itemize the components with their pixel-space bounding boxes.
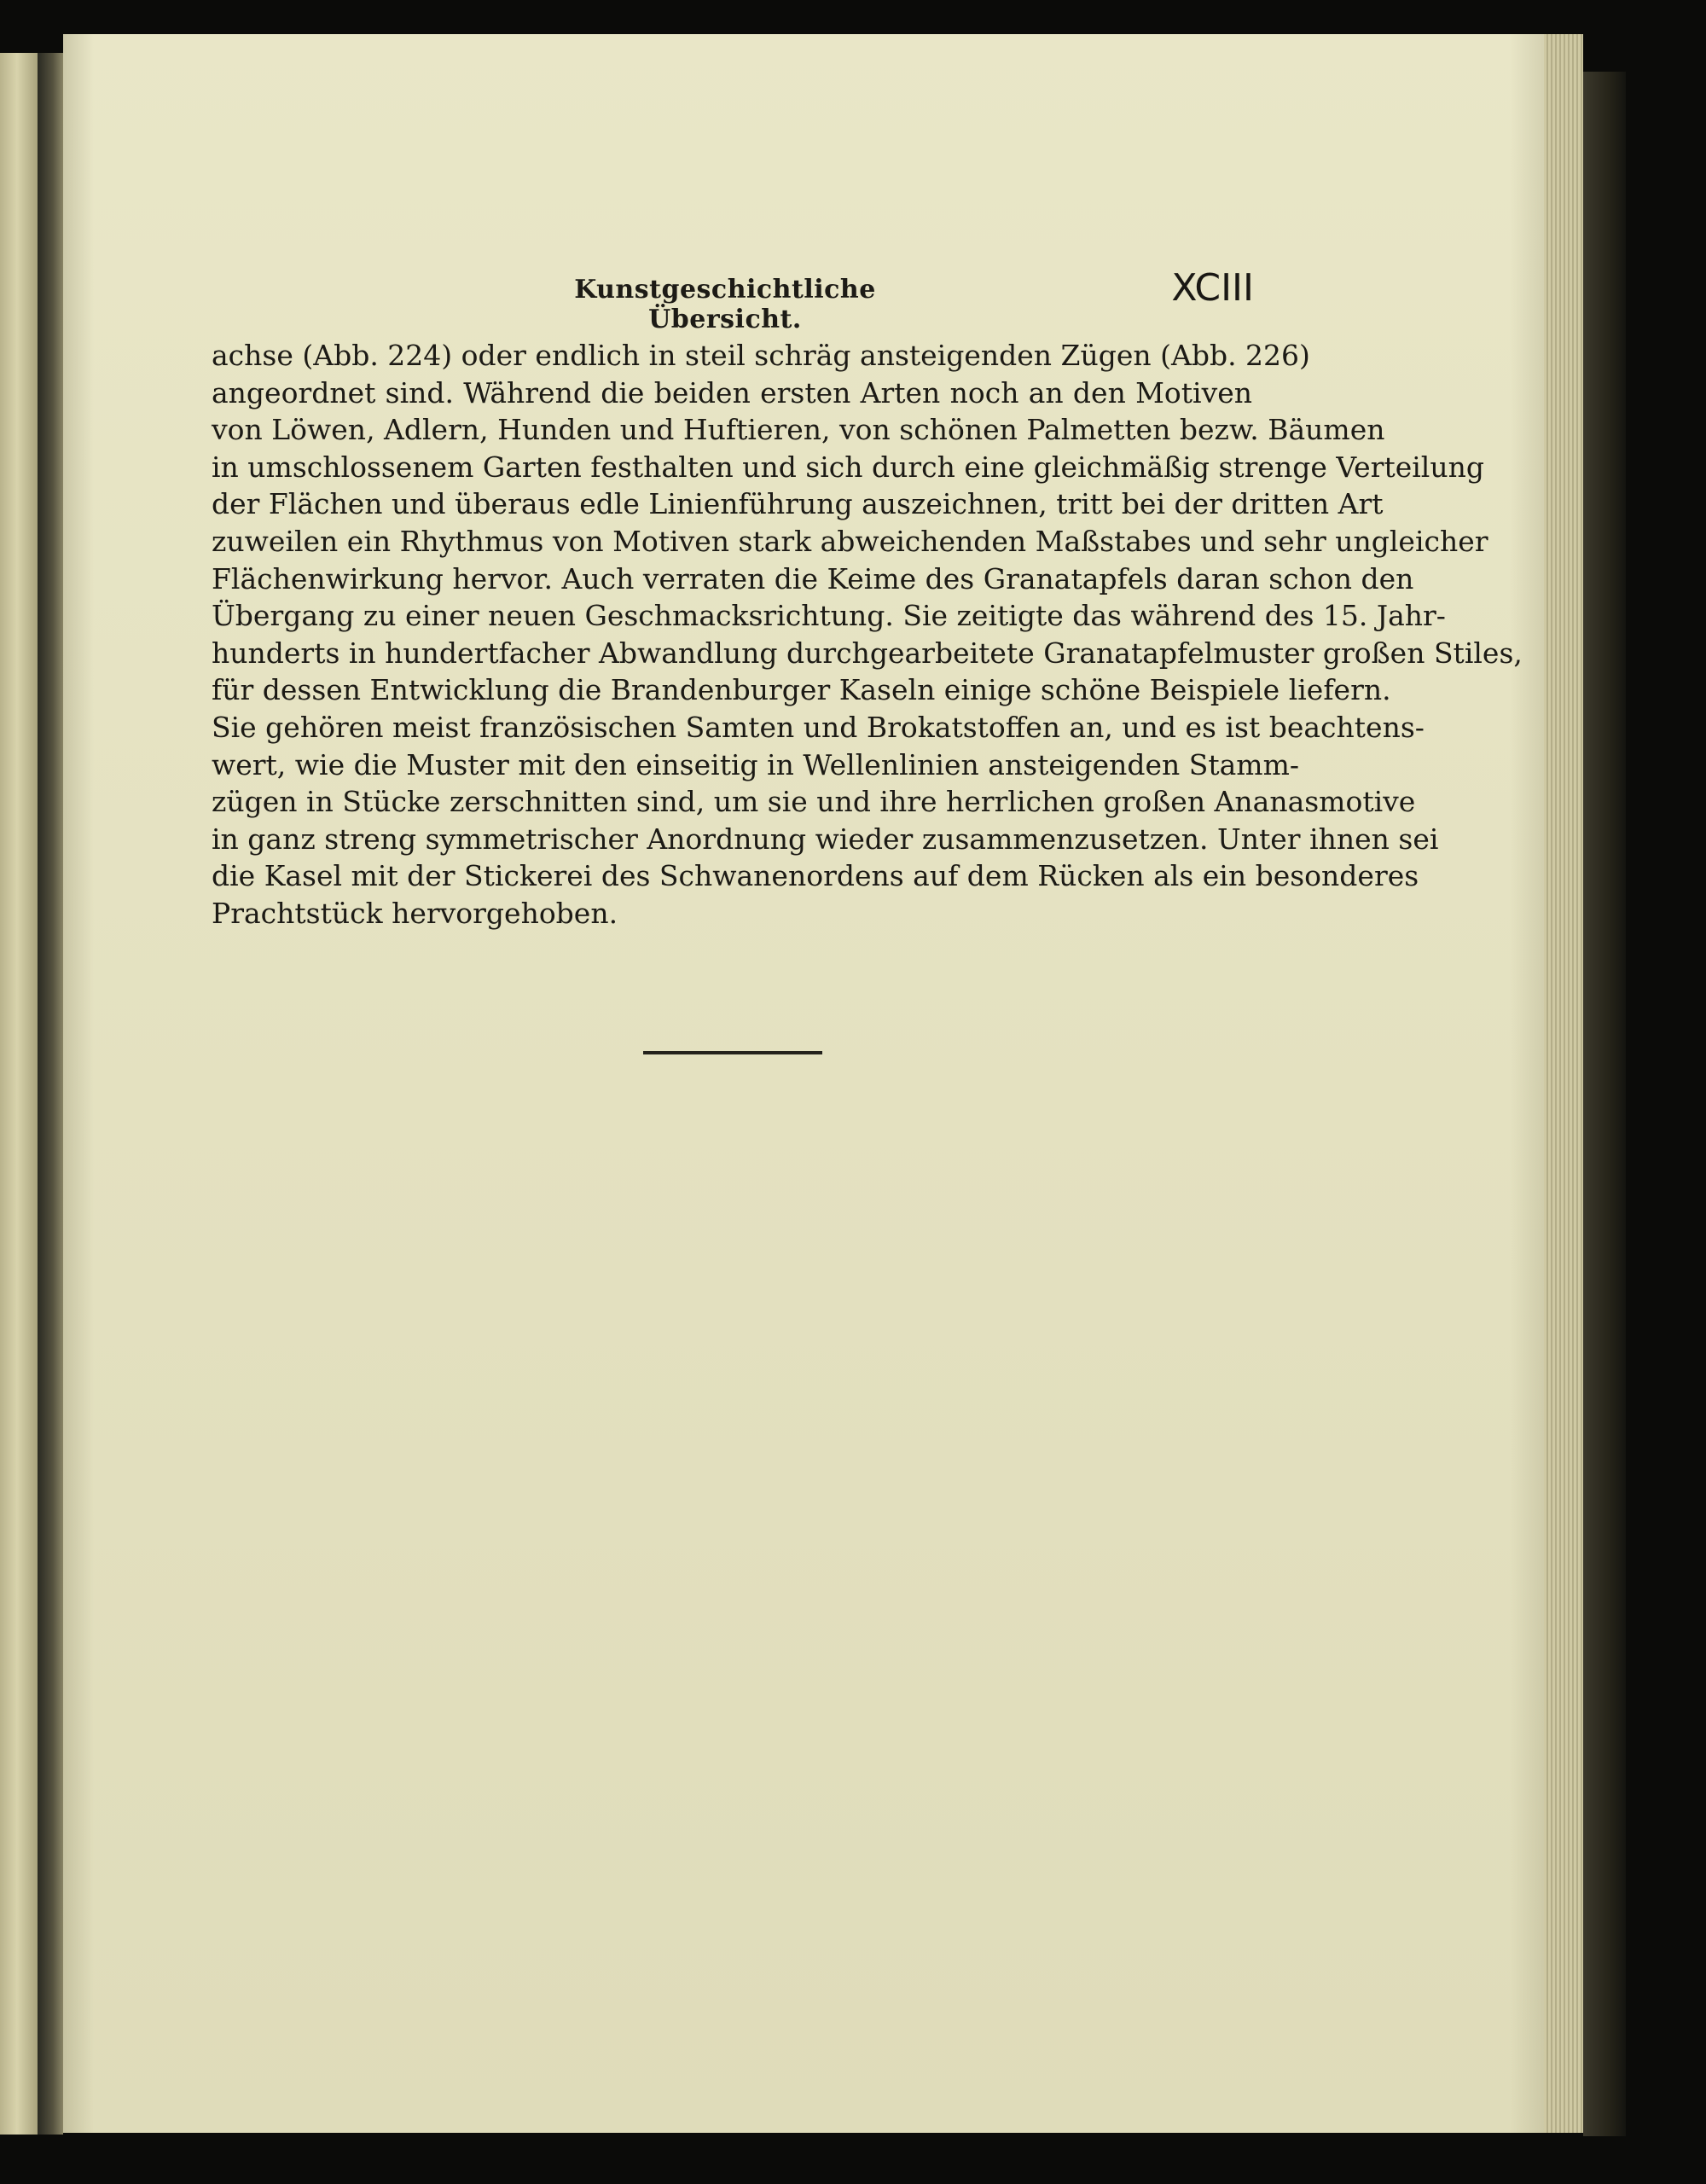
text-line: angeordnet sind. Während die beiden ersten Arten noch an den Motiven bbox=[212, 375, 1252, 410]
text-line: hunderts in hundertfacher Abwandlung durchgearbeitete Granatapfelmuster großen Stiles, bbox=[212, 636, 1523, 670]
page-stack-edges bbox=[1544, 34, 1583, 2133]
text-line: Sie gehören meist französischen Samten und Brokatstoffen an, und es ist beachtens- bbox=[212, 710, 1425, 744]
book-gutter bbox=[38, 53, 63, 2135]
running-head bbox=[0, 266, 1706, 334]
text-line: zügen in Stücke zerschnitten sind, um sie und ihre herrlichen großen Ananasmotive bbox=[212, 785, 1416, 819]
left-page-edge bbox=[0, 53, 38, 2135]
text-line: wert, wie die Muster mit den einseitig in Wellenlinien ansteigenden Stamm- bbox=[212, 747, 1300, 781]
body-paragraph bbox=[212, 337, 1523, 932]
text-line: in ganz streng symmetrischer Anordnung wieder zusammenzusetzen. Unter ihnen sei bbox=[212, 822, 1439, 856]
text-line-final: Prachtstück hervorgehoben. bbox=[212, 896, 618, 930]
text-line: Übergang zu einer neuen Geschmacksrichtung. Sie zeitigte das während des 15. Jahr- bbox=[212, 599, 1446, 633]
section-end-rule bbox=[643, 1051, 822, 1054]
text-line: für dessen Entwicklung die Brandenburger Kaseln einige schöne Beispiele liefern. bbox=[212, 673, 1391, 707]
text-line: in umschlossenem Garten festhalten und sich durch eine gleichmäßig strenge Verteilung bbox=[212, 450, 1484, 484]
running-head-title: Kunstgeschichtliche Übersicht. bbox=[574, 275, 876, 334]
page-number: XCIII bbox=[1171, 266, 1254, 310]
text-line: achse (Abb. 224) oder endlich in steil schräg ansteigenden Zügen (Abb. 226) bbox=[212, 339, 1310, 372]
text-line: zuweilen ein Rhythmus von Motiven stark abweichenden Maßstabes und sehr ungleicher bbox=[212, 524, 1488, 558]
text-line: von Löwen, Adlern, Hunden und Huftieren, von schönen Palmetten bezw. Bäumen bbox=[212, 413, 1385, 447]
book-cover-edge bbox=[1583, 72, 1626, 2136]
text-line: der Flächen und überaus edle Linienführung auszeichnen, tritt bei der dritten Art bbox=[212, 487, 1384, 521]
text-line: Flächenwirkung hervor. Auch verraten die Keime des Granatapfels daran schon den bbox=[212, 561, 1414, 595]
text-line: die Kasel mit der Stickerei des Schwanenordens auf dem Rücken als ein besonderes bbox=[212, 859, 1419, 893]
